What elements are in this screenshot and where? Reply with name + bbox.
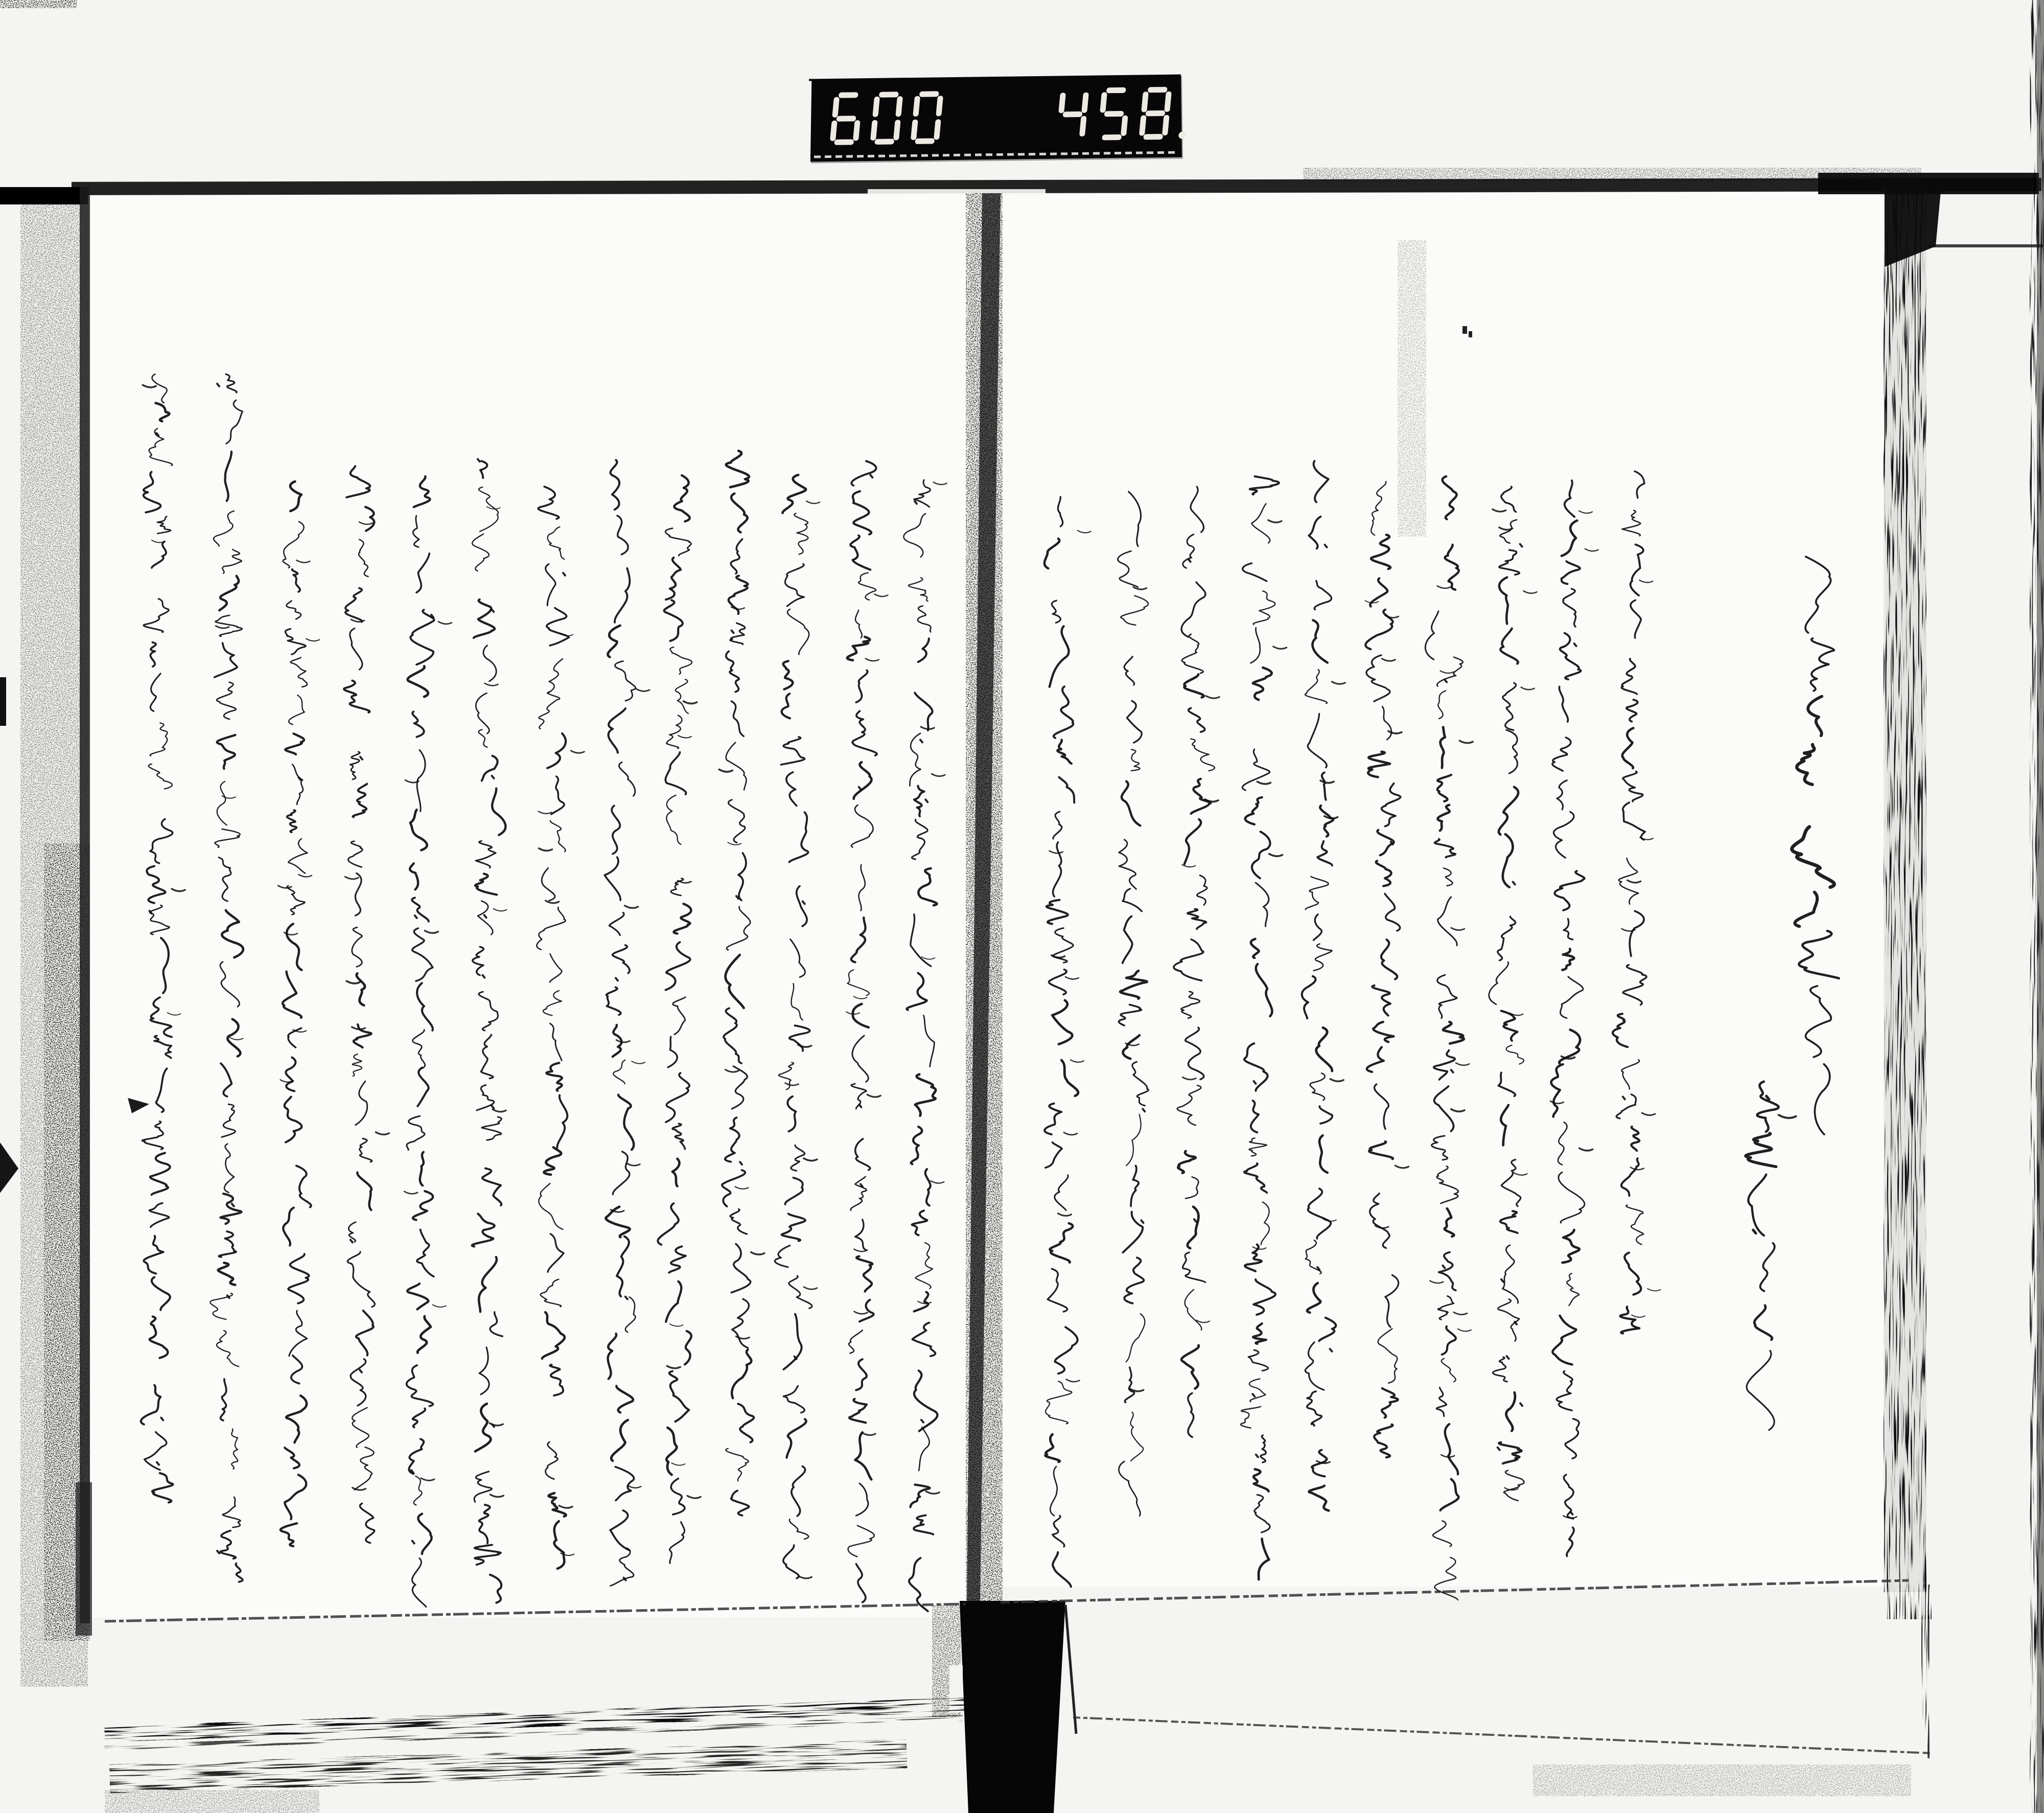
digit-segment [1102, 134, 1122, 140]
digit-segment [837, 116, 856, 121]
left-page-border [80, 187, 90, 1623]
counter-digit [1056, 88, 1089, 142]
digit-segment [936, 96, 943, 116]
digit-segment [1062, 111, 1082, 117]
digit-segment [895, 96, 903, 117]
digit-segment [919, 91, 939, 97]
fore-edge-tail [1921, 1615, 1930, 1758]
digit-segment [1164, 91, 1172, 112]
digit-segment [830, 121, 838, 141]
left-page-border-foot [76, 1482, 92, 1636]
counter-digit [1097, 87, 1131, 141]
counter-digit [1139, 87, 1172, 141]
digit-segment [1100, 92, 1107, 112]
page-smudge-streak [1398, 240, 1426, 537]
counter-digit [910, 91, 944, 145]
counter-glare-strip [814, 151, 1177, 158]
gutter-texture [966, 193, 1003, 1601]
stack-blotch-right [1533, 1764, 1911, 1796]
digit-segment [1148, 87, 1168, 93]
digit-segment [879, 91, 899, 97]
digit-segment [1145, 110, 1165, 116]
digit-segment [1162, 115, 1170, 135]
counter-corner-notch [807, 81, 812, 163]
fore-edge-foot [1886, 1585, 1932, 1619]
stray-mark-2 [1469, 331, 1472, 337]
counter-digit [829, 92, 863, 146]
digit-segment [1106, 87, 1126, 93]
right-border-core [2037, 0, 2044, 1813]
fore-edge-stripes [1884, 181, 1926, 1592]
digit-segment [1058, 93, 1066, 113]
digit-segment [832, 97, 840, 118]
spine-blob [960, 1601, 1065, 1813]
digit-segment [934, 119, 941, 140]
digit-segment [1104, 111, 1124, 117]
digit-segment [915, 138, 935, 144]
left-edge-tick [0, 677, 6, 726]
digit-segment [1143, 134, 1163, 140]
digit-segment [853, 120, 861, 141]
counter-display [809, 75, 1182, 162]
digit-segment [834, 139, 854, 145]
digit-segment [893, 120, 901, 140]
digit-segment [1139, 115, 1147, 135]
digit-segment [874, 139, 894, 144]
fore-edge-line [1926, 244, 2043, 247]
digit-segment [1081, 93, 1089, 113]
scan-right-border [2030, 0, 2044, 1813]
stray-mark [1462, 326, 1467, 334]
left-cover-edge [20, 187, 92, 1687]
digit-segment [913, 96, 920, 117]
digit-segment [1121, 116, 1128, 136]
page-gutter [966, 193, 1003, 1601]
digit-segment [1141, 91, 1149, 112]
digit-segment [911, 120, 918, 140]
counter-digit [870, 91, 903, 145]
digit-segment [1079, 116, 1087, 136]
digit-segment [872, 97, 880, 117]
top-left-dashes [0, 0, 77, 8]
digit-segment [839, 92, 858, 98]
digit-segment [870, 120, 878, 141]
top-edge-gutter-gap [868, 189, 1046, 196]
stack-speckle-left [105, 1790, 319, 1813]
